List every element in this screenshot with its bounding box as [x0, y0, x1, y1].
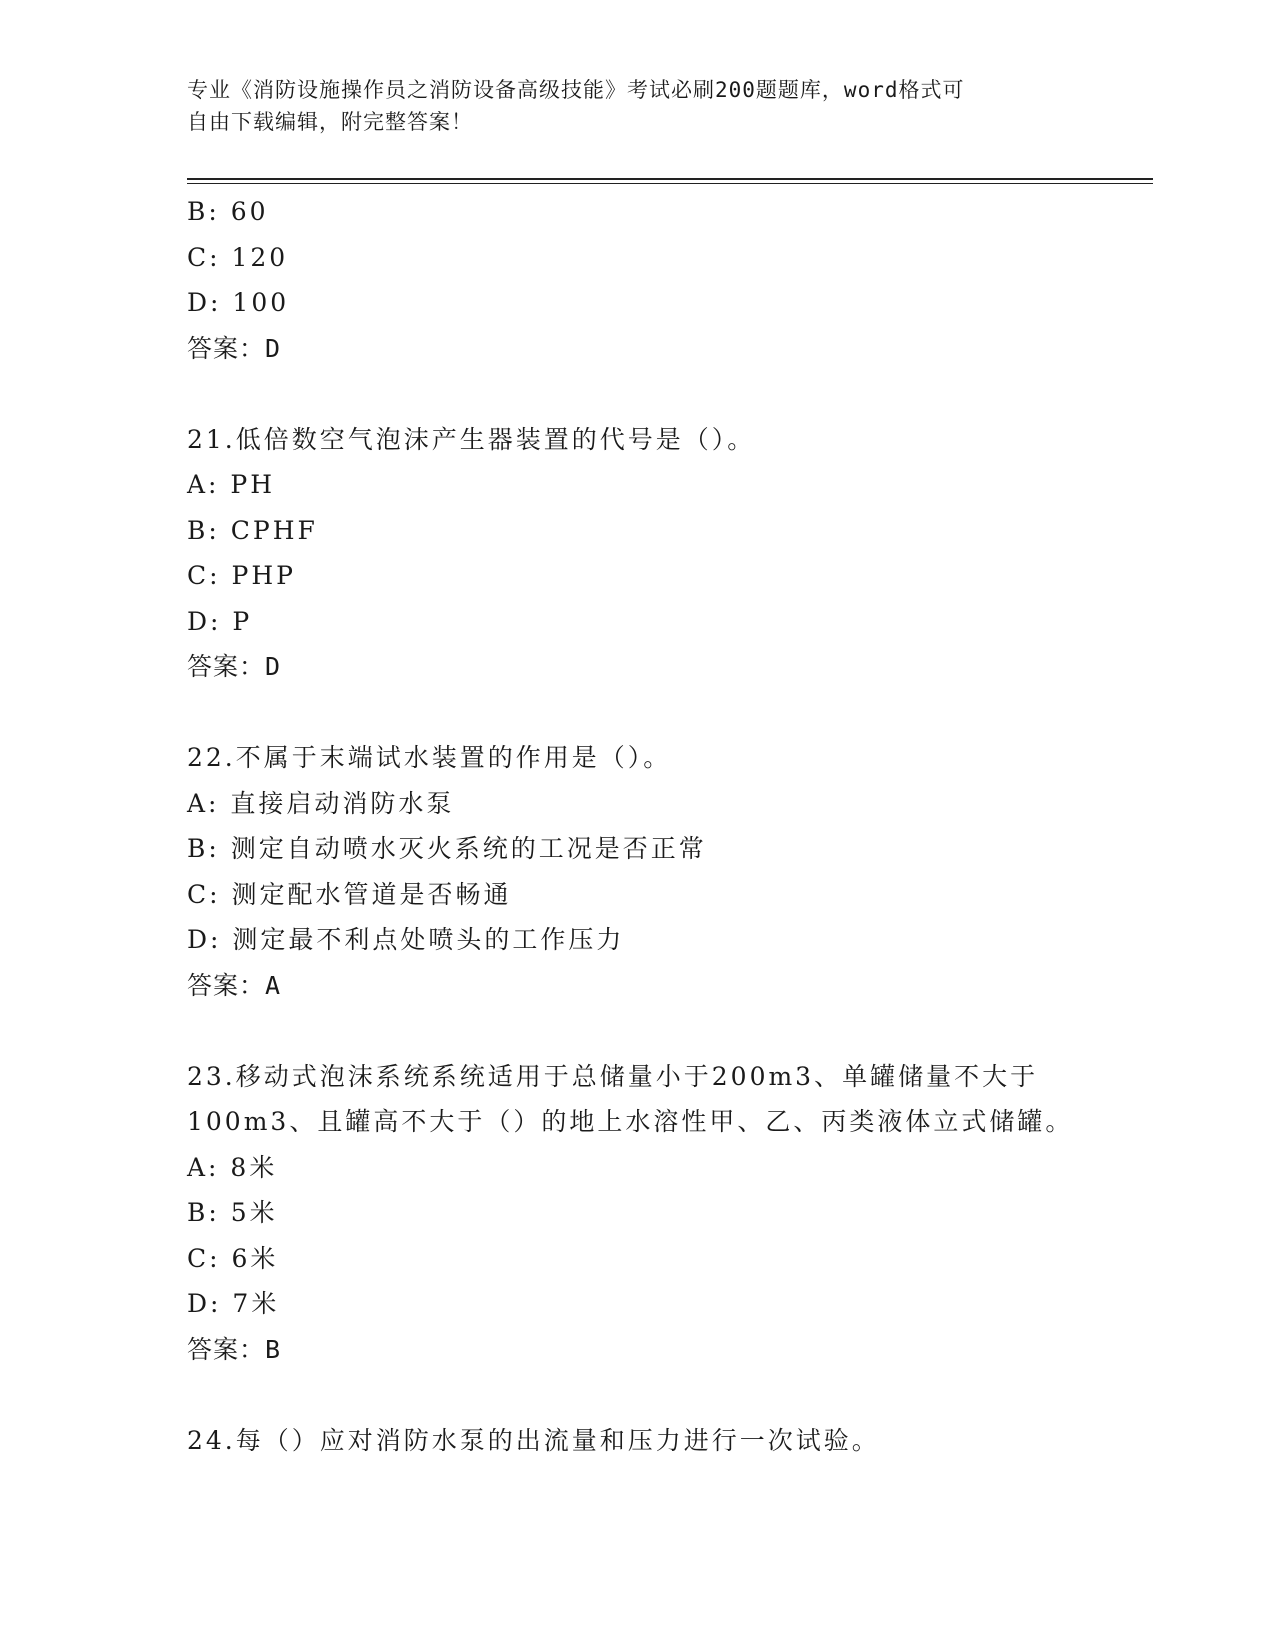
question-block-23	[187, 1054, 1087, 1373]
answer-line: 答案：A	[187, 970, 282, 1000]
header-line-1: 专业《消防设施操作员之消防设备高级技能》考试必刷200题题库，word格式可	[187, 78, 965, 102]
option-c: C: 测定配水管道是否畅通	[187, 879, 512, 909]
header-divider-thick	[187, 178, 1153, 180]
question-stem-continued: 100m3、且罐高不大于（）的地上水溶性甲、乙、丙类液体立式储罐。	[187, 1107, 1074, 1136]
question-block-continued	[187, 189, 1087, 371]
option-a: A: 直接启动消防水泵	[187, 788, 455, 818]
document-header	[187, 74, 1067, 138]
option-c: C: 6米	[187, 1243, 279, 1273]
option-c: C: 120	[187, 242, 289, 272]
answer-line: 答案：D	[187, 652, 282, 681]
option-d: D: 100	[187, 288, 290, 317]
option-d: D: P	[187, 606, 253, 636]
option-b: B: CPHF	[187, 515, 318, 545]
question-stem: 22.不属于末端试水装置的作用是（）。	[187, 743, 672, 772]
option-a: A: PH	[187, 470, 276, 499]
option-b: B: 5米	[187, 1198, 278, 1227]
option-b: B: 测定自动喷水灭火系统的工况是否正常	[187, 834, 707, 863]
option-a: A: 8米	[187, 1152, 278, 1182]
header-line-2: 自由下载编辑，附完整答案！	[187, 110, 473, 134]
option-b: B: 60	[187, 197, 269, 226]
question-list	[187, 189, 1087, 1463]
question-block-22	[187, 735, 1087, 1008]
question-block-21	[187, 417, 1087, 690]
option-d: D: 测定最不利点处喷头的工作压力	[187, 925, 625, 954]
header-divider-thin	[187, 183, 1153, 184]
question-stem: 23.移动式泡沫系统系统适用于总储量小于200m3、单罐储量不大于	[187, 1061, 1039, 1091]
answer-line: 答案：D	[187, 333, 282, 363]
question-stem: 21.低倍数空气泡沫产生器装置的代号是（）。	[187, 424, 756, 454]
option-d: D: 7米	[187, 1289, 280, 1318]
option-c: C: PHP	[187, 561, 296, 590]
question-stem: 24.每（）应对消防水泵的出流量和压力进行一次试验。	[187, 1425, 880, 1455]
answer-line: 答案：B	[187, 1334, 282, 1364]
question-block-24	[187, 1418, 1087, 1464]
